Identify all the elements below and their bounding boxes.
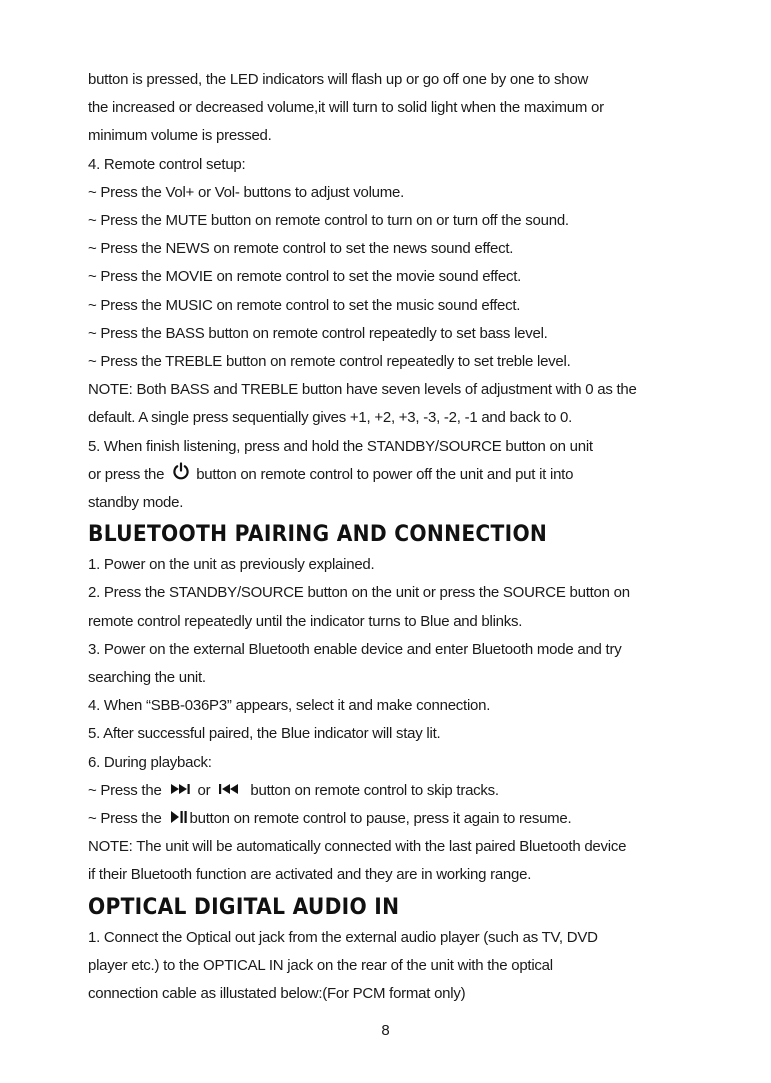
bluetooth-line: 3. Power on the external Bluetooth enable device and enter Bluetooth mode and try [88, 640, 622, 658]
skip-tracks-line [88, 777, 688, 805]
pause-line-before: ~ Press the [88, 810, 162, 828]
play-pause-icon [170, 810, 188, 824]
optical-line: 1. Connect the Optical out jack from the external audio player (such as TV, DVD [88, 928, 598, 946]
bluetooth-heading: BLUETOOTH PAIRING AND CONNECTION [88, 522, 548, 548]
bluetooth-line: 6. During playback: [88, 753, 212, 771]
manual-page [88, 66, 688, 1008]
power-line-after: button on remote control to power off the unit and put it into [196, 465, 574, 483]
intro-line: 5. When finish listening, press and hold the STANDBY/SOURCE button on unit [88, 437, 593, 455]
skip-line-or: or [197, 781, 211, 799]
intro-line: button is pressed, the LED indicators will flash up or go off one by one to show [88, 71, 589, 88]
bluetooth-line: 4. When “SBB-036P3” appears, select it and make connection. [88, 697, 491, 715]
intro-line: ~ Press the Vol+ or Vol- buttons to adjust volume. [88, 183, 405, 201]
bluetooth-line: 1. Power on the unit as previously explained. [88, 556, 375, 574]
bluetooth-line: searching the unit. [88, 669, 206, 687]
intro-line: ~ Press the BASS button on remote control repeatedly to set bass level. [88, 324, 548, 342]
skip-previous-icon [218, 782, 244, 796]
power-line-before: or press the [88, 465, 165, 483]
skip-next-icon [170, 782, 192, 796]
skip-line-before: ~ Press the [88, 781, 162, 799]
intro-line: ~ Press the NEWS on remote control to set the news sound effect. [88, 240, 514, 258]
intro-line: ~ Press the MUSIC on remote control to set the music sound effect. [88, 296, 521, 314]
intro-line: ~ Press the TREBLE button on remote control repeatedly to set treble level. [88, 353, 571, 371]
intro-line: the increased or decreased volume,it will turn to solid light when the maximum or [88, 99, 604, 117]
intro-line: default. A single press sequentially gives +1, +2, +3, -3, -2, -1 and back to 0. [88, 409, 573, 427]
bluetooth-note-line: NOTE: The unit will be automatically connected with the last paired Bluetooth device [88, 838, 627, 856]
pause-line [88, 805, 688, 833]
bluetooth-note-line: if their Bluetooth function are activated and they are in working range. [88, 866, 532, 884]
standby-line: standby mode. [88, 494, 184, 512]
bluetooth-line: remote control repeatedly until the indicator turns to Blue and blinks. [88, 612, 523, 630]
optical-line: player etc.) to the OPTICAL IN jack on the rear of the unit with the optical [88, 956, 553, 974]
skip-line-after: button on remote control to skip tracks. [250, 781, 499, 799]
optical-heading: OPTICAL DIGITAL AUDIO IN [88, 894, 400, 920]
intro-line: 4. Remote control setup: [88, 155, 246, 173]
intro-line: ~ Press the MOVIE on remote control to set the movie sound effect. [88, 268, 522, 286]
power-off-line [88, 461, 688, 489]
bluetooth-line: 2. Press the STANDBY/SOURCE button on the unit or press the SOURCE button on [88, 584, 630, 602]
pause-line-after: button on remote control to pause, press it again to resume. [189, 810, 572, 828]
intro-line: NOTE: Both BASS and TREBLE button have seven levels of adjustment with 0 as the [88, 381, 637, 399]
intro-line: ~ Press the MUTE button on remote control to turn on or turn off the sound. [88, 212, 569, 230]
page-number: 8 [381, 1022, 390, 1039]
power-icon [172, 462, 190, 480]
bluetooth-line: 5. After successful paired, the Blue indicator will stay lit. [88, 725, 441, 743]
optical-line: connection cable as illustated below:(For PCM format only) [88, 985, 466, 1003]
intro-line: minimum volume is pressed. [88, 127, 272, 145]
